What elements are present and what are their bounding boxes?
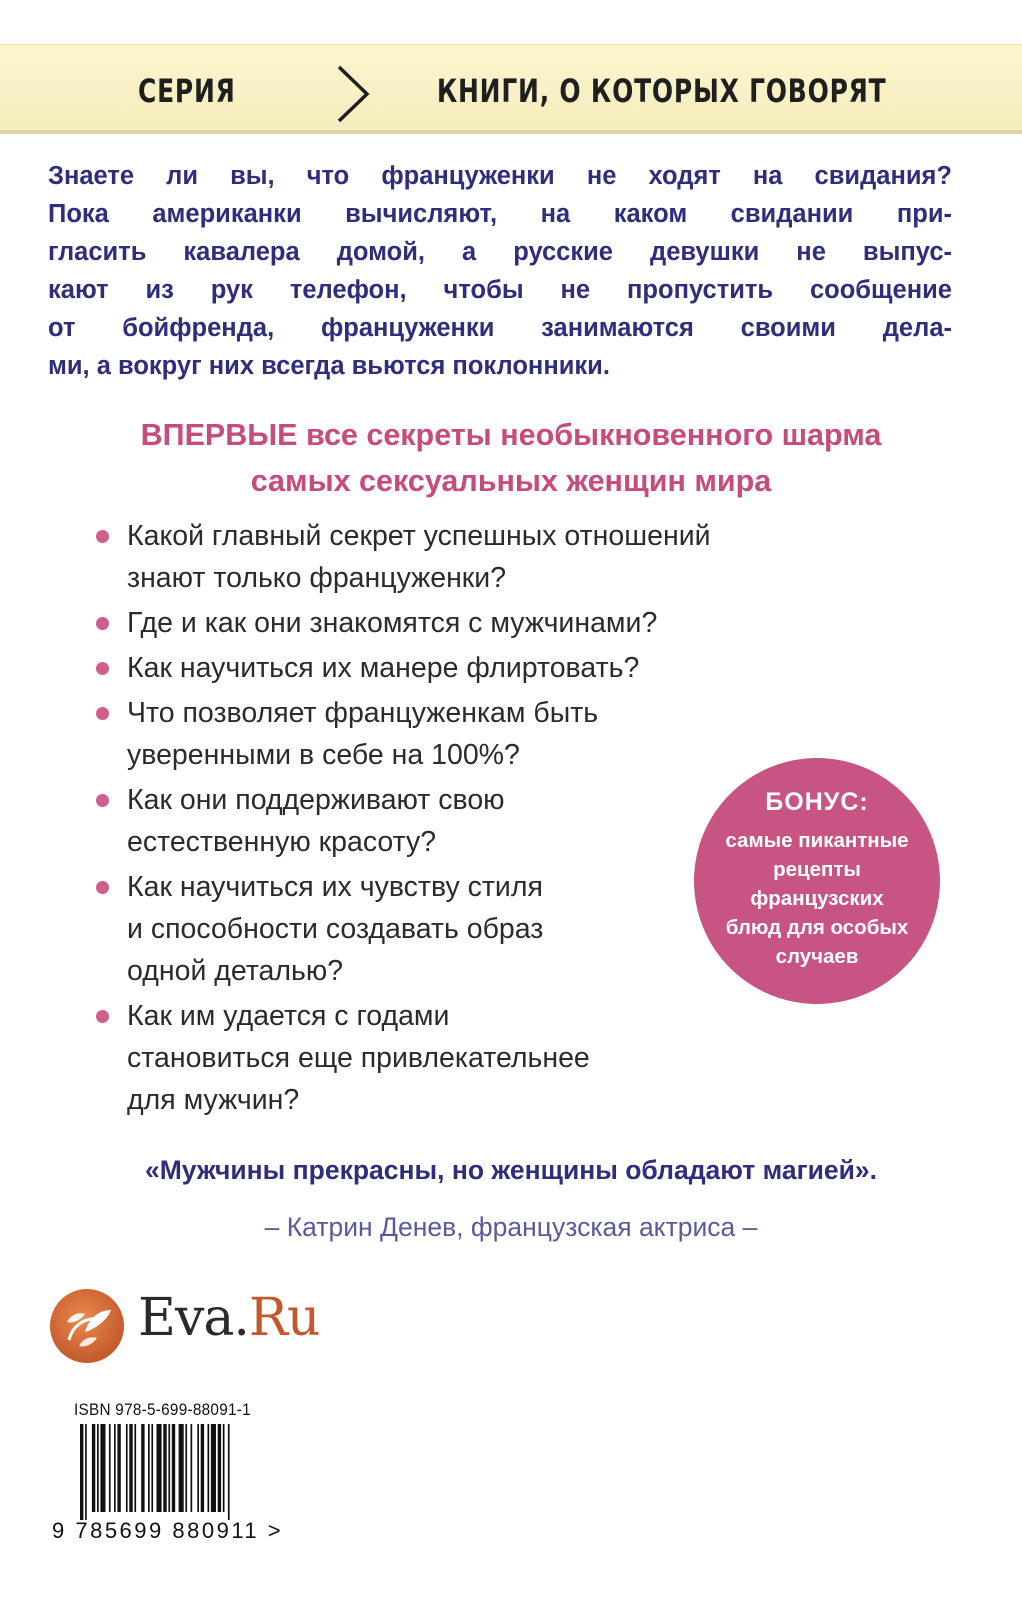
barcode-bar [172,1424,175,1512]
list-item-line: Какой главный секрет успешных отношений [127,520,711,552]
list-item [95,515,715,599]
list-item-line: Как им удается с годами [127,1000,450,1032]
series-title: КНИГИ, О КОТОРЫХ ГОВОРЯТ [436,72,886,110]
bullet-dot-icon [96,707,109,720]
list-item [95,866,715,992]
barcode-bar [208,1424,210,1512]
question-list [95,515,715,1124]
bullet-dot-icon [96,530,109,543]
list-item-line: естественную красоту? [127,826,437,858]
bonus-line: самые пикантные [725,829,909,852]
bullet-dot-icon [96,794,109,807]
barcode-bar [211,1424,216,1512]
quote-text: «Мужчины прекрасны, но женщины обладают магией». [144,1155,878,1185]
isbn-label: ISBN 978-5-699-88091-1 [74,1400,251,1419]
list-item-line: Как научиться их манере флиртовать? [127,652,640,684]
barcode-bar [129,1424,132,1512]
publisher-name: Eva [138,1288,234,1348]
intro-paragraph [48,157,952,385]
list-item-line: знают только француженки? [127,562,507,594]
intro-line: Пока американки вычисляют, на каком свидании при- [48,200,952,228]
list-item-line: Где и как они знакомятся с мужчинами? [127,607,658,639]
publisher-suffix: Ru [248,1288,320,1348]
list-item [95,692,715,776]
barcode-bar [117,1424,120,1512]
bullet-dot-icon [96,1010,109,1023]
quote-author: – Катрин Денев, французская актриса – [264,1212,758,1242]
list-item-line: одной деталью? [127,955,344,987]
bonus-title: БОНУС: [765,788,869,816]
list-item-line: Что позволяет француженкам быть [127,697,599,729]
list-item [95,779,715,863]
barcode-bar [151,1424,153,1512]
leaf-swirl-icon [49,1288,125,1364]
barcode-bar [109,1424,111,1512]
barcode-bar [148,1424,150,1512]
bonus-line: французских [750,887,884,910]
barcode-digits: 9 785699 880911 > [52,1518,284,1543]
headline-line: ВПЕРВЫЕ все секреты необыкновенного шарма [140,418,882,452]
list-item-line: становиться еще привлекательнее [127,1042,590,1074]
bonus-text [702,826,932,971]
barcode-bar [97,1424,99,1512]
barcode-bar [218,1424,221,1512]
bonus-line: рецепты [773,858,861,881]
list-item [95,995,715,1121]
bonus-line: случаев [775,945,859,968]
barcode-bars [78,1424,318,1520]
bullet-dot-icon [96,662,109,675]
list-item-line: и способности создавать образ [127,913,544,945]
barcode-bar [134,1424,136,1512]
intro-line: Знаете ли вы, что француженки не ходят на свидания? [48,162,952,190]
list-item [95,602,715,644]
barcode-bar [114,1424,116,1512]
list-item-line: для мужчин? [127,1084,300,1116]
publisher-dot: . [233,1288,249,1348]
bullet-dot-icon [96,617,109,630]
barcode-bar [191,1424,193,1512]
headline [0,412,1022,504]
barcode-bar [100,1424,105,1512]
barcode-bar [92,1424,95,1512]
list-item [95,647,715,689]
barcode-bar [141,1424,144,1512]
barcode-bar [163,1424,166,1512]
barcode-bar [157,1424,162,1512]
list-item-line: Как они поддерживают свою [127,784,505,816]
intro-line: кают из рук телефон, чтобы не пропустить сообщение [48,276,952,304]
list-item-line: уверенными в себе на 100%? [127,739,520,771]
barcode-bar [168,1424,170,1512]
barcode-bar [185,1424,187,1512]
bonus-badge [694,758,940,1004]
barcode-bar [85,1424,87,1520]
series-label: СЕРИЯ [138,72,236,110]
chevron-right-icon [333,63,373,125]
list-item-line: Как научиться их чувству стиля [127,871,543,903]
barcode-bar [197,1424,199,1512]
intro-line: гласить кавалера домой, а русские девушки не выпус- [48,238,952,266]
barcode-bar [228,1424,230,1520]
barcode-bar [179,1424,184,1512]
barcode-bar [223,1424,225,1512]
barcode [52,1424,320,1543]
barcode-bar [126,1424,128,1512]
intro-line: от бойфренда, француженки занимаются своими дела- [48,314,952,342]
bullet-dot-icon [96,881,109,894]
barcode-bar [201,1424,204,1512]
bonus-line: блюд для особых [725,916,909,939]
publisher-logo-text [138,1288,320,1348]
barcode-bar [80,1424,83,1520]
intro-line: ми, а вокруг них всегда вьются поклонники. [48,352,610,380]
series-band [0,44,1022,134]
headline-line: самых сексуальных женщин мира [250,464,772,498]
